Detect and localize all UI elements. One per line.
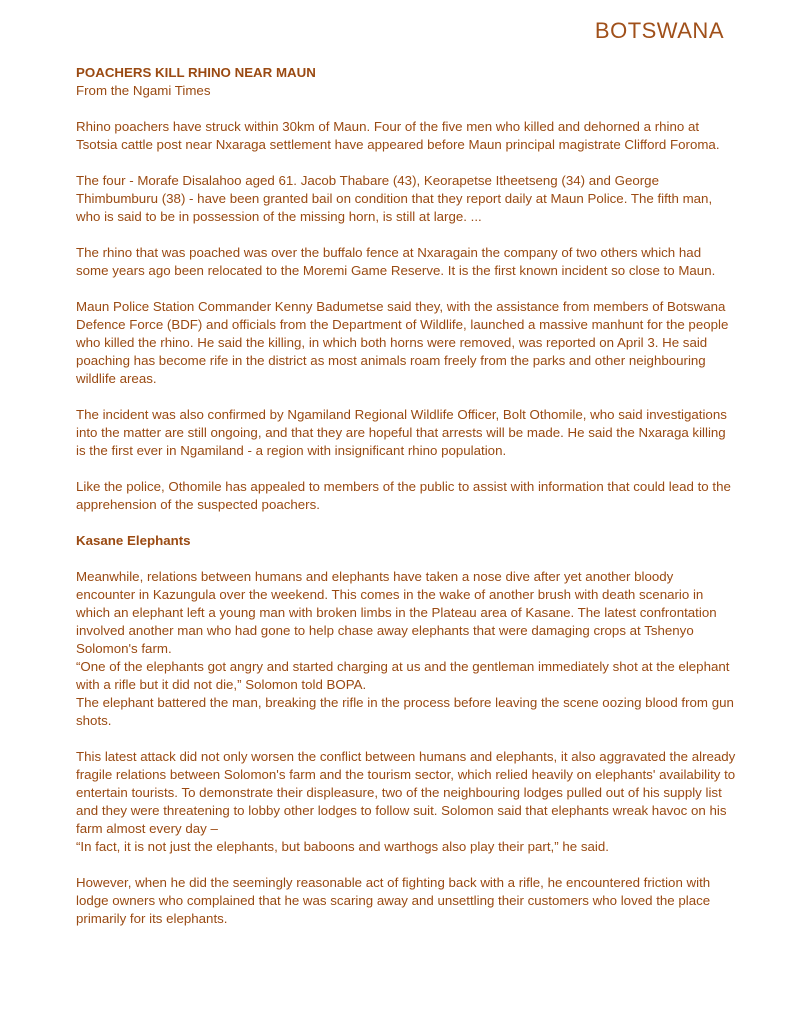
paragraph-line: This latest attack did not only worsen the conflict between humans and elephants, it also aggravated the already fragile relations between Solomon's farm and the tourism sector, which relied heavily on elephants' availability to entertain tourists. To demonstrate their displeasure, two of the neighbouring lodges pulled out of his supply list and they were threatening to lobby other lodges to follow suit. Solomon said that elephants wreak havoc on his farm almost every day – bbox=[76, 749, 736, 836]
paragraph: The incident was also confirmed by Ngamiland Regional Wildlife Officer, Bolt Othomile, who said investigations into the matter are still ongoing, and that they are hopeful that arrests will be made. He said the Nxaraga killing is the first ever in Ngamiland - a region with insignificant rhino population. bbox=[76, 407, 727, 458]
document-body bbox=[76, 64, 736, 946]
paragraph-line: Meanwhile, relations between humans and elephants have taken a nose dive after yet another bloody encounter in Kazungula over the weekend. This comes in the wake of another brush with death scenario in which an elephant left a young man with broken limbs in the Plateau area of Kasane. The latest confrontation involved another man who had gone to help chase away elephants that were damaging crops at Tshenyo Solomon's farm. bbox=[76, 569, 717, 656]
country-heading: BOTSWANA bbox=[594, 18, 724, 43]
paragraph-group bbox=[76, 568, 736, 730]
article-headline: POACHERS KILL RHINO NEAR MAUN bbox=[76, 65, 316, 80]
paragraph: Like the police, Othomile has appealed to members of the public to assist with information that could lead to the apprehension of the suspected poachers. bbox=[76, 479, 731, 512]
paragraph: However, when he did the seemingly reasonable act of fighting back with a rifle, he encountered friction with lodge owners who complained that he was scaring away and unsettling their customers who loved the place primarily for its elephants. bbox=[76, 875, 711, 926]
article-source: From the Ngami Times bbox=[76, 83, 211, 98]
paragraph: The rhino that was poached was over the buffalo fence at Nxaragain the company of two others which had some years ago been relocated to the Moremi Game Reserve. It is the first known incident so close to Maun. bbox=[76, 245, 716, 278]
quote-line: “One of the elephants got angry and started charging at us and the gentleman immediately shot at the elephant with a rifle but it did not die,” Solomon told BOPA. bbox=[76, 659, 730, 692]
quote-line: “In fact, it is not just the elephants, but baboons and warthogs also play their part,” he said. bbox=[76, 839, 609, 854]
paragraph: Rhino poachers have struck within 30km of Maun. Four of the five men who killed and dehorned a rhino at Tsotsia cattle post near Nxaraga settlement have appeared before Maun principal magistrate Clifford Foroma. bbox=[76, 119, 720, 152]
paragraph-group bbox=[76, 748, 736, 856]
paragraph: Maun Police Station Commander Kenny Badumetse said they, with the assistance from members of Botswana Defence Force (BDF) and officials from the Department of Wildlife, launched a massive manhunt for the people who killed the rhino. He said the killing, in which both horns were removed, was reported on April 3. He said poaching has become rife in the district as most animals roam freely from the parks and other neighbouring wildlife areas. bbox=[76, 299, 729, 386]
paragraph-line: The elephant battered the man, breaking the rifle in the process before leaving the scene oozing blood from gun shots. bbox=[76, 695, 734, 728]
paragraph: The four - Morafe Disalahoo aged 61. Jacob Thabare (43), Keorapetse Itheetseng (34) and George Thimbumburu (38) - have been granted bail on condition that they report daily at Maun Police. The fifth man, who is said to be in possession of the missing horn, is still at large. ... bbox=[76, 173, 713, 224]
section-subheading: Kasane Elephants bbox=[76, 533, 191, 548]
